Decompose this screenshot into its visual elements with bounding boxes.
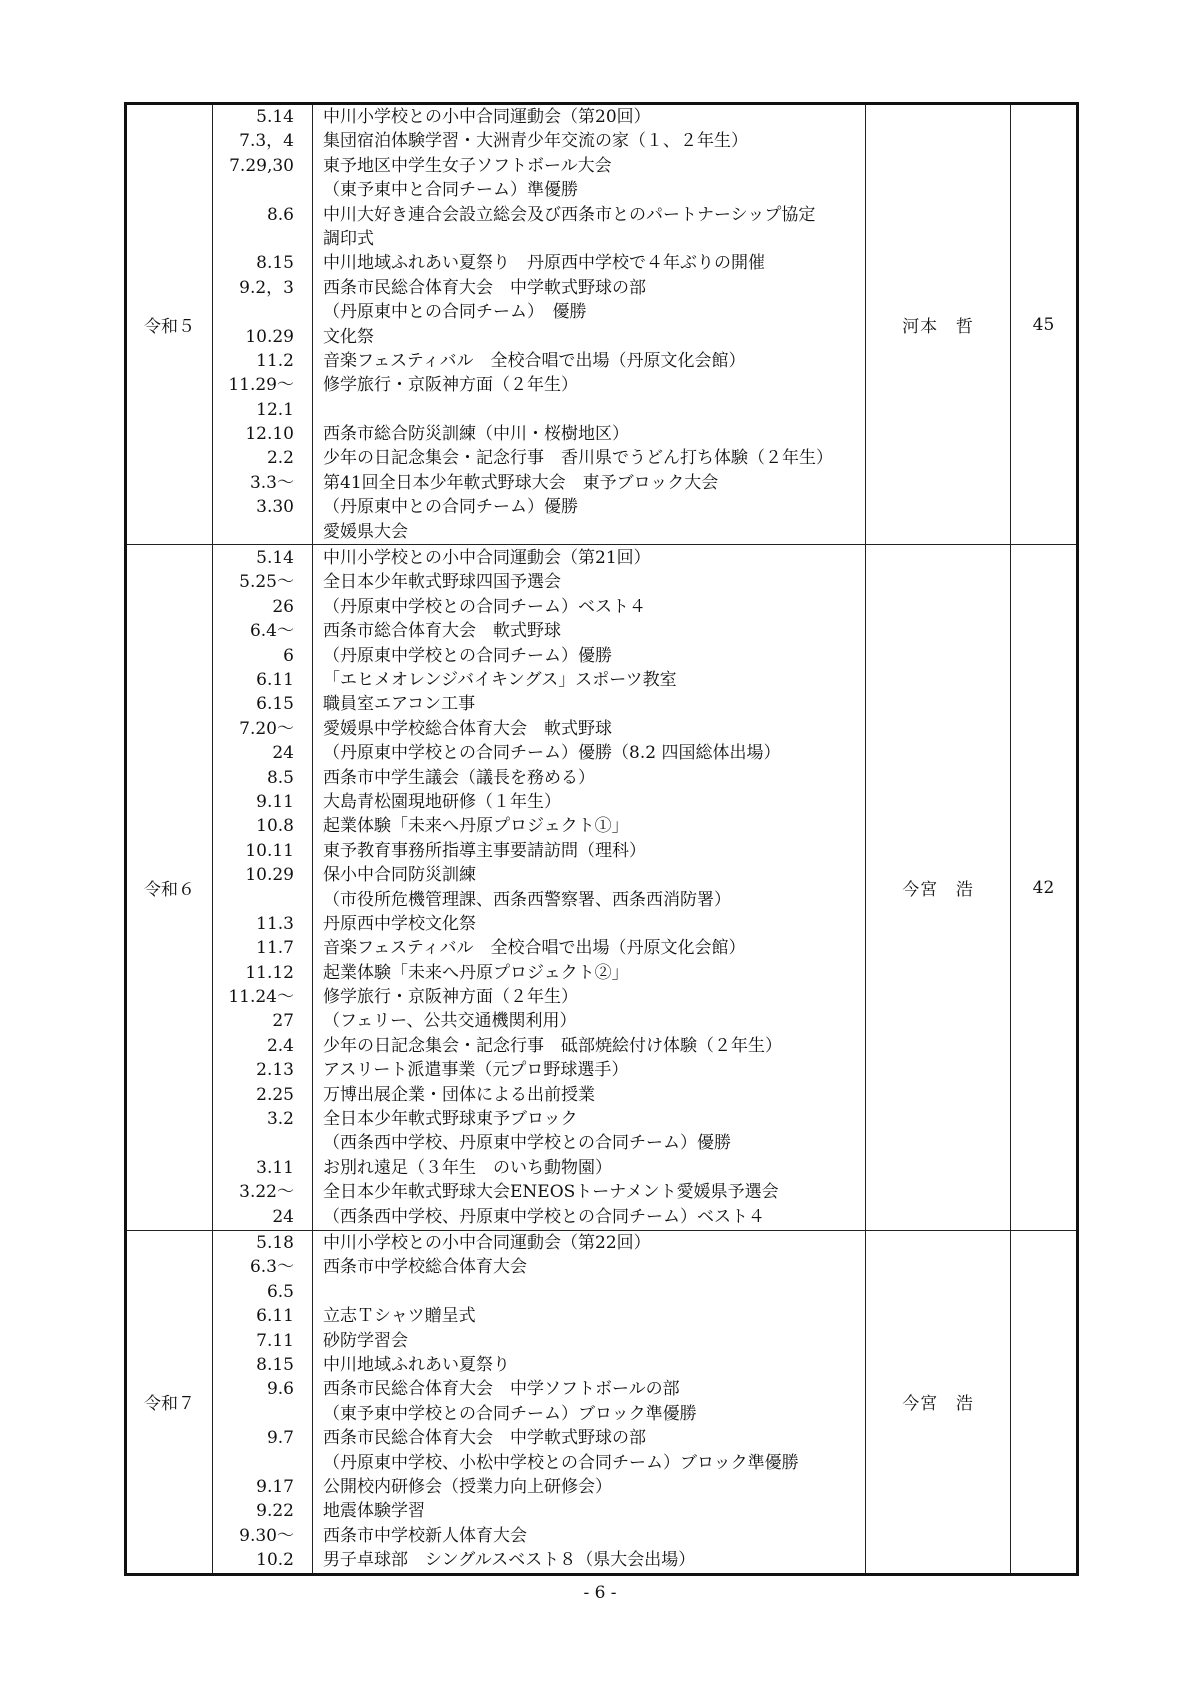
- event-text: 地震体験学習: [323, 1501, 425, 1522]
- event-text: 中川地域ふれあい夏祭り 丹原西中学校で４年ぶりの開催: [323, 253, 765, 274]
- event-text: （丹原東中学校との合同チーム）優勝（8.2 四国総体出場）: [323, 743, 781, 764]
- event-date: 9.30～: [239, 1525, 294, 1546]
- event-date: 11.12: [245, 962, 294, 983]
- event-text: 起業体験「未来へ丹原プロジェクト①」: [323, 816, 629, 837]
- principal-cell: 今宮 浩: [866, 1231, 1011, 1574]
- events-cell: [313, 104, 866, 545]
- event-date: 12.1: [256, 399, 294, 420]
- event-date: 9.7: [266, 1428, 294, 1449]
- event-date: 3.11: [256, 1157, 294, 1178]
- event-text: （丹原東中との合同チーム） 優勝: [323, 302, 587, 323]
- event-text: [313, 1280, 865, 1304]
- table-row: [126, 545, 1078, 1231]
- event-text: 西条市総合体育大会 軟式野球: [323, 621, 561, 642]
- event-text: 少年の日記念集会・記念行事 香川県でうどん打ち体験（２年生）: [323, 448, 833, 469]
- student-count-cell: 45: [1011, 104, 1078, 545]
- event-text: 中川地域ふれあい夏祭り: [323, 1354, 510, 1375]
- event-date: [213, 178, 312, 202]
- event-text: 第41回全日本少年軟式野球大会 東予ブロック大会: [323, 472, 719, 493]
- event-text: 男子卓球部 シングルスベスト８（県大会出場）: [323, 1550, 696, 1571]
- event-text: 少年の日記念集会・記念行事 砥部焼絵付け体験（２年生）: [323, 1035, 782, 1056]
- dates-cell: [213, 1231, 313, 1574]
- event-text: 全日本少年軟式野球四国予選会: [323, 572, 561, 593]
- event-date: 6.15: [256, 694, 294, 715]
- event-text: 修学旅行・京阪神方面（２年生）: [323, 987, 578, 1008]
- event-text: 全日本少年軟式野球大会ENEOSトーナメント愛媛県予選会: [323, 1182, 779, 1203]
- event-date: 10.2: [256, 1550, 294, 1571]
- event-date: 27: [272, 1011, 294, 1032]
- event-date: 6: [283, 645, 294, 666]
- event-date: [213, 300, 312, 324]
- event-text: （市役所危機管理課、西条西警察署、西条西消防署）: [323, 889, 731, 910]
- event-text: 西条市中学生議会（議長を務める）: [323, 767, 595, 788]
- event-date: 8.6: [266, 204, 294, 225]
- event-date: [213, 888, 312, 912]
- event-text: お別れ遠足（３年生 のいち動物園）: [323, 1157, 612, 1178]
- event-date: [213, 1131, 312, 1155]
- event-text: 文化祭: [323, 326, 374, 347]
- table-row: [126, 104, 1078, 545]
- event-text: 西条市総合防災訓練（中川・桜樹地区）: [323, 424, 629, 445]
- event-date: 10.29: [245, 326, 294, 347]
- event-date: 6.11: [256, 1306, 294, 1327]
- event-text: 保小中合同防災訓練: [323, 865, 476, 886]
- dates-cell: [213, 545, 313, 1231]
- dates-cell: [213, 104, 313, 545]
- event-date: [213, 1451, 312, 1475]
- event-date: 24: [272, 1206, 294, 1227]
- event-text: 中川小学校との小中合同運動会（第20回）: [323, 107, 651, 127]
- event-date: 6.4～: [249, 621, 294, 642]
- event-text: 中川大好き連合会設立総会及び西条市とのパートナーシップ協定: [323, 204, 816, 225]
- event-date: 10.29: [245, 865, 294, 886]
- event-date: 3.22～: [239, 1182, 294, 1203]
- event-text: 東予教育事務所指導主事要請訪問（理科）: [323, 840, 646, 861]
- event-text: （西条西中学校、丹原東中学校との合同チーム）優勝: [323, 1133, 731, 1154]
- year-cell: 令和７: [126, 1231, 213, 1574]
- event-text: （東予東中と合同チーム）準優勝: [323, 180, 578, 201]
- event-date: 2.13: [256, 1060, 294, 1081]
- event-date: 6.5: [266, 1281, 294, 1302]
- event-date: 24: [272, 743, 294, 764]
- events-cell: [313, 1231, 866, 1574]
- event-date: 7.20～: [239, 718, 294, 739]
- page-number: - 6 -: [583, 1583, 617, 1603]
- event-date: 10.8: [256, 816, 294, 837]
- event-date: 3.3～: [249, 472, 294, 493]
- student-count-cell: [1011, 1231, 1078, 1574]
- event-text: （丹原東中学校との合同チーム）優勝: [323, 645, 612, 666]
- event-date: 11.7: [256, 938, 294, 959]
- table-row: [126, 1231, 1078, 1574]
- event-text: 「エヒメオレンジバイキングス」スポーツ教室: [323, 670, 677, 691]
- event-date: 9.11: [256, 791, 294, 812]
- event-date: 7.11: [256, 1330, 294, 1351]
- event-date: [213, 520, 312, 544]
- event-text: 公開校内研修会（授業力向上研修会）: [323, 1476, 612, 1497]
- event-date: [213, 1402, 312, 1426]
- event-date: 6.11: [256, 670, 294, 691]
- event-text: 立志Ｔシャツ贈呈式: [323, 1306, 476, 1327]
- event-text: アスリート派遣事業（元プロ野球選手）: [323, 1060, 629, 1081]
- school-history-table: [124, 102, 1079, 1576]
- event-text: 起業体験「未来へ丹原プロジェクト②」: [323, 962, 629, 983]
- event-text: 修学旅行・京阪神方面（２年生）: [323, 375, 578, 396]
- event-date: 6.3～: [249, 1257, 294, 1278]
- event-text: 丹原西中学校文化祭: [323, 913, 476, 934]
- event-date: 10.11: [245, 840, 294, 861]
- event-text: 西条市中学校総合体育大会: [323, 1257, 527, 1278]
- event-date: 9.17: [256, 1476, 294, 1497]
- event-text: 職員室エアコン工事: [323, 694, 476, 715]
- event-date: 11.2: [256, 350, 294, 371]
- year-cell: 令和５: [126, 104, 213, 545]
- event-date: 3.2: [266, 1109, 294, 1130]
- event-date: 26: [272, 596, 294, 617]
- event-date: 5.14: [256, 548, 294, 569]
- event-text: （丹原東中学校との合同チーム）ベスト４: [323, 596, 646, 617]
- event-date: [213, 227, 312, 251]
- principal-cell: 今宮 浩: [866, 545, 1011, 1231]
- event-date: 7.29,30: [229, 155, 294, 176]
- event-date: 3.30: [256, 497, 294, 518]
- event-date: 9.2，3: [239, 277, 294, 298]
- event-date: 11.24～: [228, 987, 294, 1008]
- event-date: 5.18: [256, 1233, 294, 1254]
- event-text: 調印式: [323, 228, 374, 249]
- event-text: 中川小学校との小中合同運動会（第22回）: [323, 1233, 651, 1254]
- event-date: 7.3，4: [239, 131, 294, 152]
- event-date: 8.15: [256, 1354, 294, 1375]
- student-count-cell: 42: [1011, 545, 1078, 1231]
- event-text: 西条市民総合体育大会 中学軟式野球の部: [323, 1428, 646, 1449]
- event-date: 5.25～: [239, 572, 294, 593]
- event-text: （東予東中学校との合同チーム）ブロック準優勝: [323, 1403, 697, 1424]
- event-text: （西条西中学校、丹原東中学校との合同チーム）ベスト４: [323, 1206, 765, 1227]
- event-text: 万博出展企業・団体による出前授業: [323, 1084, 595, 1105]
- event-date: 11.29～: [228, 375, 294, 396]
- event-text: 全日本少年軟式野球東予ブロック: [323, 1109, 578, 1130]
- event-text: 愛媛県中学校総合体育大会 軟式野球: [323, 718, 612, 739]
- event-date: 9.22: [256, 1501, 294, 1522]
- event-date: 2.2: [266, 448, 294, 469]
- principal-cell: 河本 哲: [866, 104, 1011, 545]
- event-date: 11.3: [256, 913, 294, 934]
- event-text: 東予地区中学生女子ソフトボール大会: [323, 155, 612, 176]
- event-date: 2.4: [266, 1035, 294, 1056]
- event-text: 音楽フェスティバル 全校合唱で出場（丹原文化会館）: [323, 350, 746, 371]
- event-date: 12.10: [245, 424, 294, 445]
- event-text: 愛媛県大会: [323, 521, 408, 542]
- event-date: 5.14: [256, 107, 294, 127]
- event-text: 砂防学習会: [323, 1330, 408, 1351]
- event-text: 西条市民総合体育大会 中学軟式野球の部: [323, 277, 646, 298]
- event-text: 音楽フェスティバル 全校合唱で出場（丹原文化会館）: [323, 938, 746, 959]
- event-text: （丹原東中学校、小松中学校との合同チーム）ブロック準優勝: [323, 1452, 799, 1473]
- event-text: 西条市民総合体育大会 中学ソフトボールの部: [323, 1379, 680, 1400]
- event-text: 中川小学校との小中合同運動会（第21回）: [323, 548, 651, 569]
- events-cell: [313, 545, 866, 1231]
- event-text: 大島青松園現地研修（１年生）: [323, 791, 561, 812]
- event-text: （丹原東中との合同チーム）優勝: [323, 497, 578, 518]
- event-text: （フェリー、公共交通機関利用）: [323, 1011, 577, 1032]
- event-text: [313, 398, 865, 422]
- year-cell: 令和６: [126, 545, 213, 1231]
- event-text: 集団宿泊体験学習・大洲青少年交流の家（１、２年生）: [323, 131, 748, 152]
- event-date: 8.15: [256, 253, 294, 274]
- event-date: 9.6: [266, 1379, 294, 1400]
- event-date: 2.25: [256, 1084, 294, 1105]
- event-text: 西条市中学校新人体育大会: [323, 1525, 527, 1546]
- event-date: 8.5: [266, 767, 294, 788]
